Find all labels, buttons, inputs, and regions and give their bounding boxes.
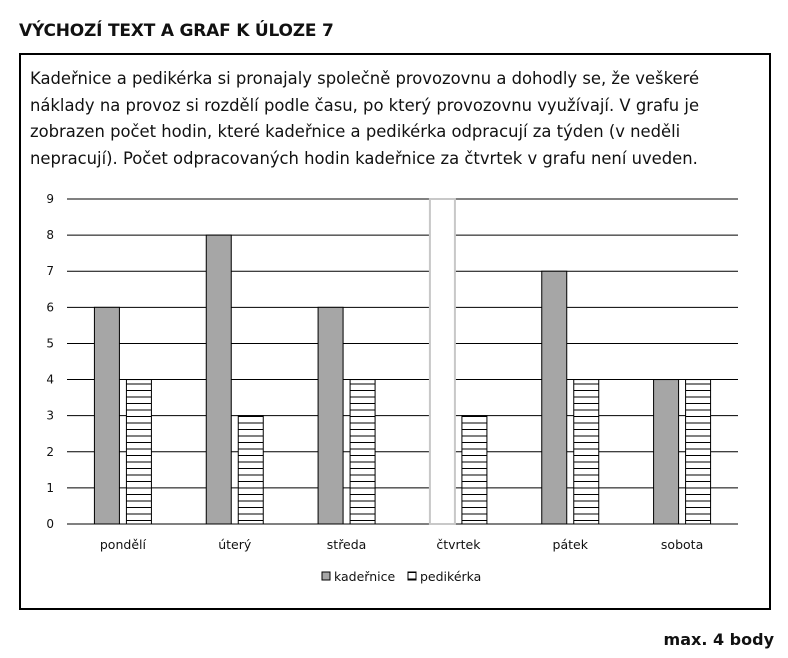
chart-grid: [67, 199, 738, 524]
bar-kadernice: [654, 380, 679, 524]
chart-legend: [322, 569, 481, 584]
y-tick-label: 4: [46, 372, 54, 387]
y-axis-ticks: [46, 192, 54, 531]
x-category-label: pondělí: [99, 537, 146, 552]
legend-swatch-kadernice: [322, 572, 330, 580]
y-tick-label: 8: [46, 228, 54, 243]
max-points-label: max. 4 body: [663, 630, 774, 649]
bar-kadernice-unknown: [430, 199, 455, 524]
x-category-label: středa: [326, 537, 367, 552]
bar-pedikerka: [686, 380, 711, 524]
y-tick-label: 0: [46, 517, 54, 531]
legend-label-kadernice: kadeřnice: [334, 569, 396, 584]
bar-kadernice: [94, 307, 119, 524]
y-tick-label: 6: [46, 300, 54, 315]
x-axis-labels: [100, 537, 703, 552]
legend-swatch-pedikerka: [408, 572, 416, 580]
task-heading: VÝCHOZÍ TEXT A GRAF K ÚLOZE 7: [19, 21, 334, 41]
bar-pedikerka: [462, 416, 487, 524]
bar-pedikerka: [238, 416, 263, 524]
y-tick-label: 9: [46, 192, 54, 206]
y-tick-label: 2: [46, 444, 54, 459]
chart-bars: [94, 199, 710, 524]
x-category-label: sobota: [660, 537, 704, 552]
bar-kadernice: [542, 271, 567, 524]
x-category-label: úterý: [218, 537, 252, 552]
x-category-label: pátek: [552, 537, 588, 552]
y-tick-label: 5: [46, 336, 54, 351]
bar-pedikerka: [126, 380, 151, 524]
bar-kadernice: [206, 235, 231, 524]
y-tick-label: 3: [46, 408, 54, 423]
intro-text: Kadeřnice a pedikérka si pronajaly společně provozovnu a dohodly se, že veškeré náklady na provoz si rozdělí podle času, po který provozovnu využívají. V grafu je zobrazen počet hodin, které kadeřnice a pedikérka odpracují za týden (v neděli nepracují). Počet odpracovaných hodin kadeřnice za čtvrtek v grafu není uveden.: [30, 69, 700, 169]
bar-pedikerka: [350, 380, 375, 524]
x-category-label: čtvrtek: [436, 537, 481, 552]
bar-kadernice: [318, 307, 343, 524]
y-tick-label: 7: [46, 264, 54, 279]
bar-pedikerka: [574, 380, 599, 524]
legend-label-pedikerka: pedikérka: [420, 569, 482, 584]
y-tick-label: 1: [46, 480, 54, 495]
